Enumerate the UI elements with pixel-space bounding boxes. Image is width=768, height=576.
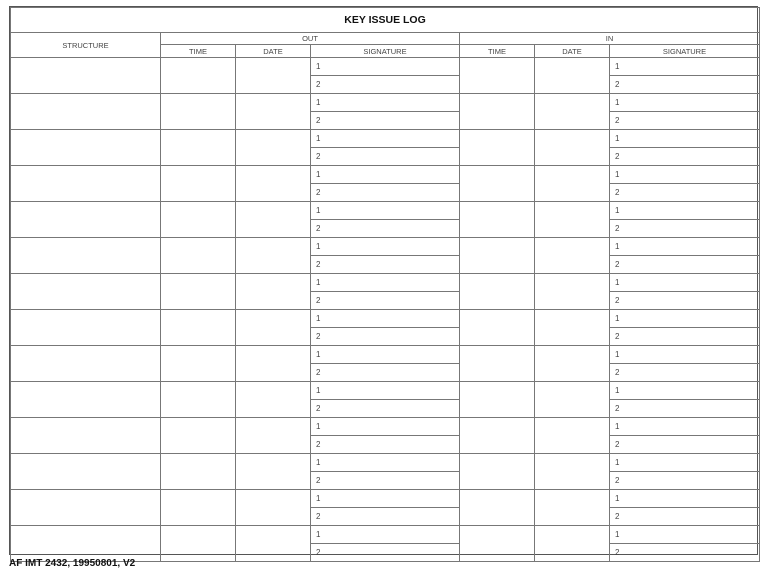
in-date-cell[interactable] (535, 166, 610, 202)
out-signature-1-cell[interactable]: 1 (311, 166, 460, 184)
in-signature-2-cell[interactable]: 2 (610, 400, 760, 418)
in-time-cell[interactable] (460, 526, 535, 562)
in-date-cell[interactable] (535, 274, 610, 310)
out-signature-1-cell[interactable]: 1 (311, 418, 460, 436)
in-signature-2-cell[interactable]: 2 (610, 184, 760, 202)
in-date-cell[interactable] (535, 346, 610, 382)
structure-cell[interactable] (11, 94, 161, 130)
out-signature-2-cell[interactable]: 2 (311, 220, 460, 238)
out-time-cell[interactable] (161, 274, 236, 310)
out-time-header: TIME (161, 45, 236, 58)
out-date-cell[interactable] (236, 166, 311, 202)
table-row (11, 94, 760, 112)
in-date-cell[interactable] (535, 526, 610, 562)
out-time-cell[interactable] (161, 490, 236, 526)
in-signature-2-cell[interactable]: 2 (610, 508, 760, 526)
in-date-cell[interactable] (535, 418, 610, 454)
in-signature-1-cell[interactable]: 1 (610, 130, 760, 148)
out-time-cell[interactable] (161, 202, 236, 238)
out-date-cell[interactable] (236, 274, 311, 310)
in-signature-1-cell[interactable]: 1 (610, 274, 760, 292)
out-signature-1-cell[interactable]: 1 (311, 58, 460, 76)
in-date-cell[interactable] (535, 238, 610, 274)
out-time-cell[interactable] (161, 166, 236, 202)
in-time-cell[interactable] (460, 94, 535, 130)
structure-cell[interactable] (11, 130, 161, 166)
out-header: OUT (161, 33, 460, 45)
structure-cell[interactable] (11, 454, 161, 490)
table-row (11, 454, 760, 472)
in-time-cell[interactable] (460, 310, 535, 346)
table-row (11, 526, 760, 544)
in-date-cell[interactable] (535, 382, 610, 418)
in-time-cell[interactable] (460, 490, 535, 526)
in-signature-1-cell[interactable]: 1 (610, 238, 760, 256)
out-signature-2-cell[interactable]: 2 (311, 256, 460, 274)
out-date-cell[interactable] (236, 490, 311, 526)
out-time-cell[interactable] (161, 310, 236, 346)
in-time-header: TIME (460, 45, 535, 58)
in-signature-1-cell[interactable]: 1 (610, 346, 760, 364)
in-time-cell[interactable] (460, 202, 535, 238)
table-row (11, 130, 760, 148)
out-date-cell[interactable] (236, 238, 311, 274)
table-row (11, 346, 760, 364)
in-signature-1-cell[interactable]: 1 (610, 454, 760, 472)
in-signature-1-cell[interactable]: 1 (610, 94, 760, 112)
table-row (11, 202, 760, 220)
in-signature-2-cell[interactable]: 2 (610, 472, 760, 490)
in-signature-2-cell[interactable]: 2 (610, 220, 760, 238)
in-date-cell[interactable] (535, 310, 610, 346)
structure-cell[interactable] (11, 526, 161, 562)
out-time-cell[interactable] (161, 238, 236, 274)
in-date-cell[interactable] (535, 490, 610, 526)
out-signature-2-cell[interactable]: 2 (311, 184, 460, 202)
table-row (11, 58, 760, 76)
in-date-cell[interactable] (535, 454, 610, 490)
out-time-cell[interactable] (161, 382, 236, 418)
in-signature-1-cell[interactable]: 1 (610, 310, 760, 328)
in-time-cell[interactable] (460, 274, 535, 310)
out-date-cell[interactable] (236, 382, 311, 418)
out-signature-1-cell[interactable]: 1 (311, 310, 460, 328)
out-time-cell[interactable] (161, 526, 236, 562)
out-signature-header: SIGNATURE (311, 45, 460, 58)
out-signature-1-cell[interactable]: 1 (311, 94, 460, 112)
out-time-cell[interactable] (161, 454, 236, 490)
structure-cell[interactable] (11, 346, 161, 382)
structure-cell[interactable] (11, 382, 161, 418)
table-row (11, 166, 760, 184)
table-row (11, 310, 760, 328)
structure-cell[interactable] (11, 274, 161, 310)
in-signature-2-cell[interactable]: 2 (610, 436, 760, 454)
in-time-cell[interactable] (460, 346, 535, 382)
out-time-cell[interactable] (161, 130, 236, 166)
out-signature-1-cell[interactable]: 1 (311, 382, 460, 400)
table-row (11, 238, 760, 256)
out-signature-2-cell[interactable]: 2 (311, 328, 460, 346)
key-issue-log-form (9, 6, 758, 555)
out-time-cell[interactable] (161, 418, 236, 454)
out-date-cell[interactable] (236, 94, 311, 130)
in-signature-2-cell[interactable]: 2 (610, 112, 760, 130)
in-date-cell[interactable] (535, 202, 610, 238)
out-signature-1-cell[interactable]: 1 (311, 490, 460, 508)
out-signature-2-cell[interactable]: 2 (311, 544, 460, 562)
out-date-cell[interactable] (236, 346, 311, 382)
out-signature-1-cell[interactable]: 1 (311, 454, 460, 472)
in-time-cell[interactable] (460, 382, 535, 418)
out-date-cell[interactable] (236, 526, 311, 562)
out-date-cell[interactable] (236, 130, 311, 166)
structure-cell[interactable] (11, 310, 161, 346)
out-signature-2-cell[interactable]: 2 (311, 292, 460, 310)
in-time-cell[interactable] (460, 166, 535, 202)
in-date-cell[interactable] (535, 130, 610, 166)
in-signature-2-cell[interactable]: 2 (610, 364, 760, 382)
in-signature-1-cell[interactable]: 1 (610, 166, 760, 184)
form-id-footer: AF IMT 2432, 19950801, V2 (9, 558, 136, 569)
in-signature-2-cell[interactable]: 2 (610, 256, 760, 274)
in-signature-1-cell[interactable]: 1 (610, 418, 760, 436)
out-date-header: DATE (236, 45, 311, 58)
in-signature-1-cell[interactable]: 1 (610, 202, 760, 220)
out-signature-1-cell[interactable]: 1 (311, 238, 460, 256)
out-signature-2-cell[interactable]: 2 (311, 472, 460, 490)
in-signature-2-cell[interactable]: 2 (610, 292, 760, 310)
in-signature-2-cell[interactable]: 2 (610, 76, 760, 94)
structure-cell[interactable] (11, 490, 161, 526)
log-table (10, 7, 760, 562)
out-date-cell[interactable] (236, 418, 311, 454)
in-date-header: DATE (535, 45, 610, 58)
structure-cell[interactable] (11, 418, 161, 454)
structure-cell[interactable] (11, 202, 161, 238)
structure-cell[interactable] (11, 58, 161, 94)
out-signature-2-cell[interactable]: 2 (311, 148, 460, 166)
out-date-cell[interactable] (236, 58, 311, 94)
out-signature-2-cell[interactable]: 2 (311, 436, 460, 454)
out-date-cell[interactable] (236, 202, 311, 238)
in-signature-1-cell[interactable]: 1 (610, 526, 760, 544)
in-time-cell[interactable] (460, 130, 535, 166)
table-row (11, 382, 760, 400)
in-date-cell[interactable] (535, 58, 610, 94)
out-signature-1-cell[interactable]: 1 (311, 274, 460, 292)
out-time-cell[interactable] (161, 346, 236, 382)
out-signature-2-cell[interactable]: 2 (311, 112, 460, 130)
out-signature-2-cell[interactable]: 2 (311, 508, 460, 526)
in-time-cell[interactable] (460, 454, 535, 490)
table-row (11, 418, 760, 436)
out-signature-1-cell[interactable]: 1 (311, 346, 460, 364)
in-signature-1-cell[interactable]: 1 (610, 490, 760, 508)
in-signature-2-cell[interactable]: 2 (610, 544, 760, 562)
in-signature-header: SIGNATURE (610, 45, 760, 58)
structure-cell[interactable] (11, 238, 161, 274)
out-signature-1-cell[interactable]: 1 (311, 202, 460, 220)
out-date-cell[interactable] (236, 310, 311, 346)
in-signature-2-cell[interactable]: 2 (610, 328, 760, 346)
structure-header: STRUCTURE (11, 33, 161, 58)
in-time-cell[interactable] (460, 238, 535, 274)
out-date-cell[interactable] (236, 454, 311, 490)
out-signature-2-cell[interactable]: 2 (311, 76, 460, 94)
out-signature-1-cell[interactable]: 1 (311, 526, 460, 544)
in-time-cell[interactable] (460, 58, 535, 94)
form-title: KEY ISSUE LOG (11, 8, 760, 33)
table-row (11, 274, 760, 292)
in-signature-1-cell[interactable]: 1 (610, 58, 760, 76)
in-date-cell[interactable] (535, 94, 610, 130)
out-time-cell[interactable] (161, 58, 236, 94)
table-row (11, 490, 760, 508)
in-time-cell[interactable] (460, 418, 535, 454)
in-header: IN (460, 33, 760, 45)
structure-cell[interactable] (11, 166, 161, 202)
in-signature-1-cell[interactable]: 1 (610, 382, 760, 400)
in-signature-2-cell[interactable]: 2 (610, 148, 760, 166)
out-signature-2-cell[interactable]: 2 (311, 364, 460, 382)
log-rows (11, 58, 760, 562)
out-signature-1-cell[interactable]: 1 (311, 130, 460, 148)
out-signature-2-cell[interactable]: 2 (311, 400, 460, 418)
out-time-cell[interactable] (161, 94, 236, 130)
